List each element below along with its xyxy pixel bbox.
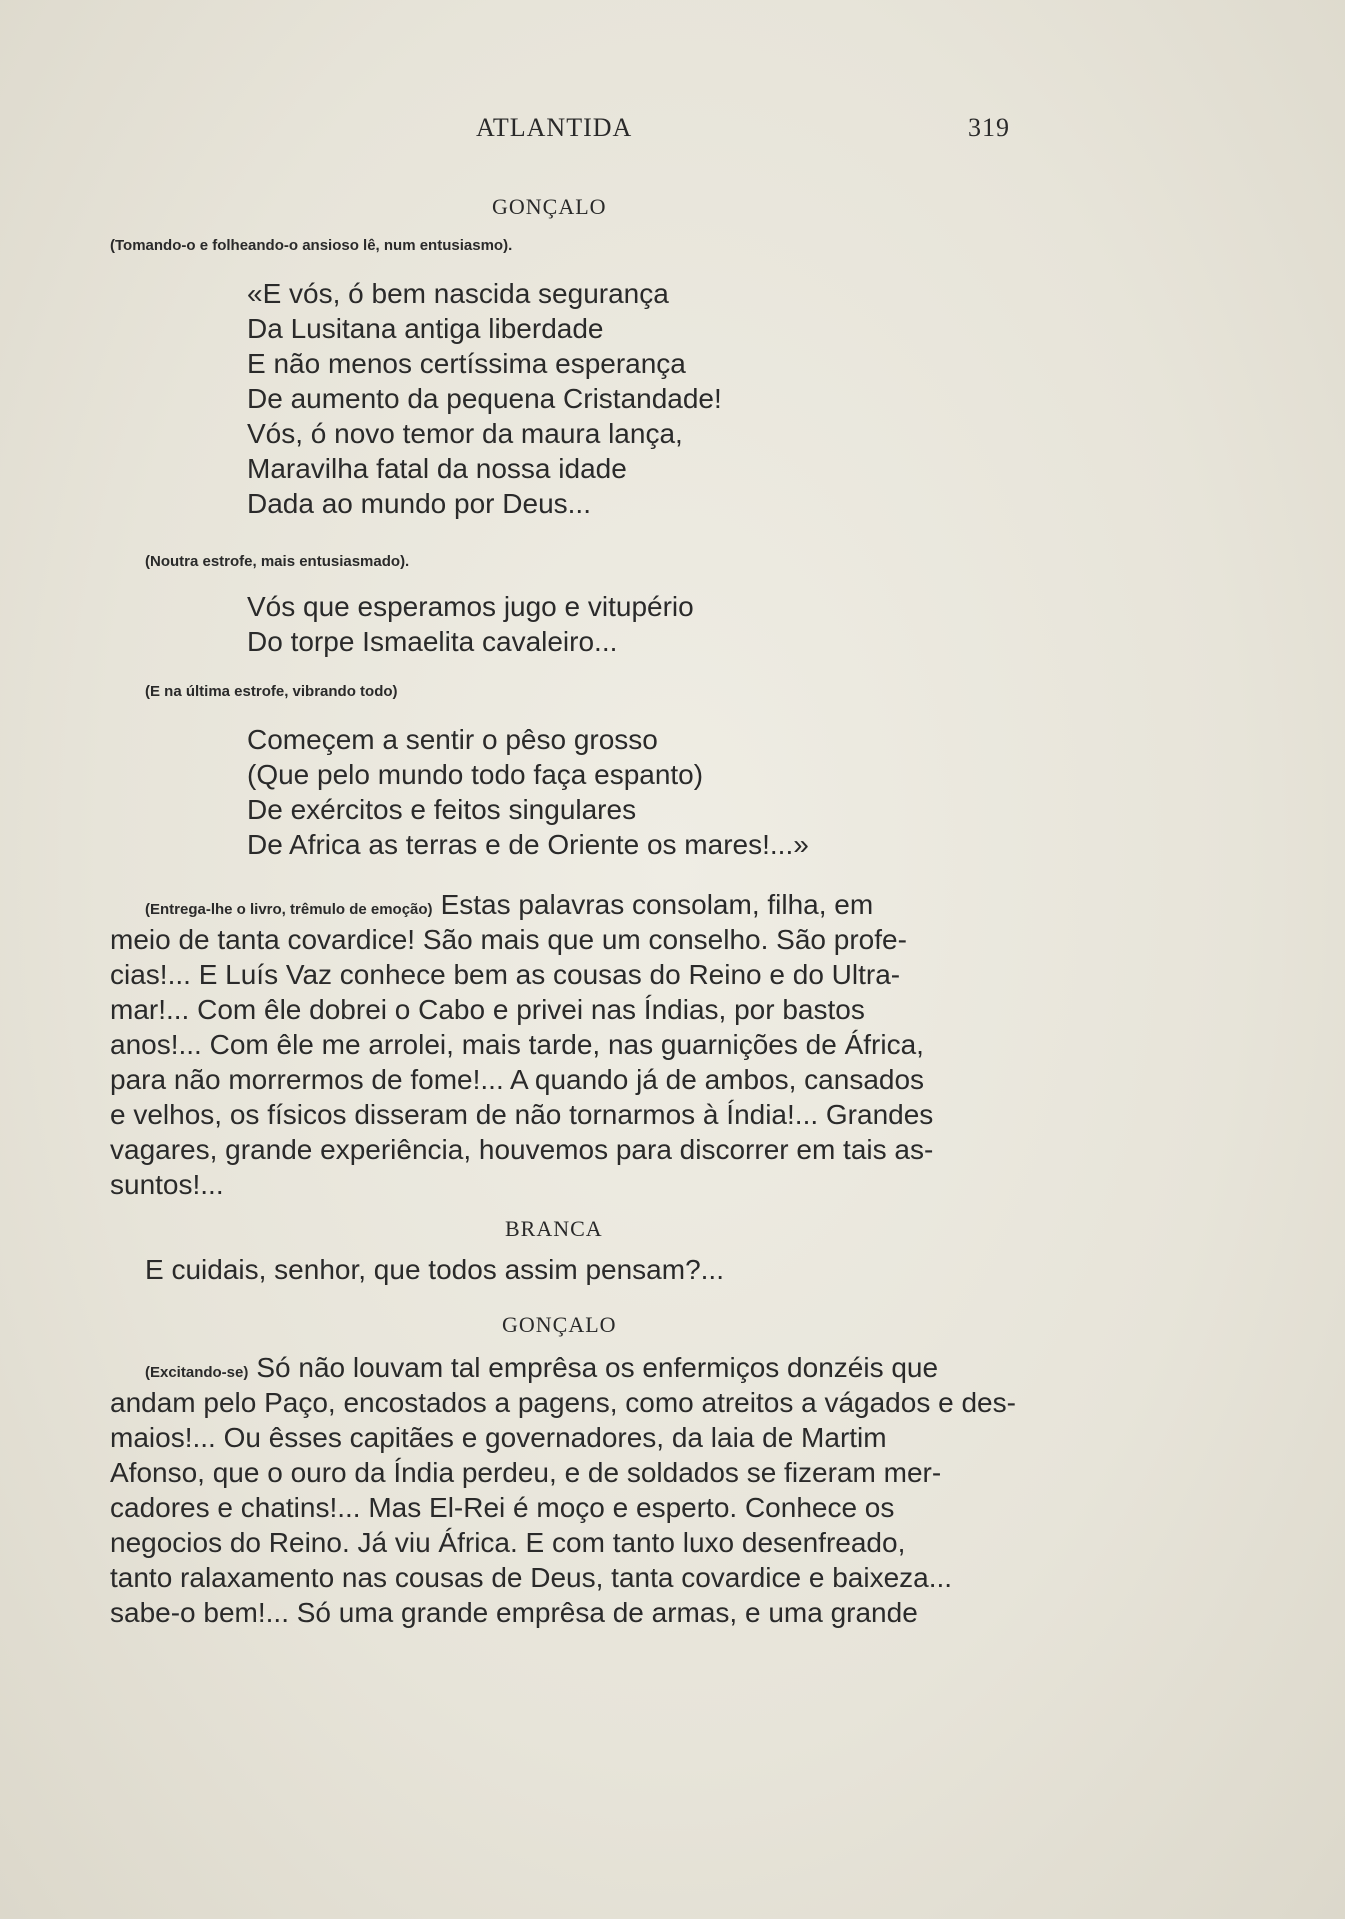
prose-line: cias!... E Luís Vaz conhece bem as cousas do Reino e do Ultra- (110, 959, 901, 990)
verse-line: Vós que esperamos jugo e vitupério (247, 591, 694, 622)
verse-line: De Africa as terras e de Oriente os mares!...» (247, 829, 809, 860)
prose-line: mar!... Com êle dobrei o Cabo e privei nas Índias, por bastos (110, 994, 865, 1025)
verse-line: Vós, ó novo temor da maura lança, (247, 418, 683, 449)
running-header (0, 113, 1345, 153)
prose-line: E cuidais, senhor, que todos assim pensam?... (145, 1254, 724, 1285)
prose-line: Afonso, que o ouro da Índia perdeu, e de soldados se fizeram mer- (110, 1457, 942, 1488)
verse-line: Dada ao mundo por Deus... (247, 488, 591, 519)
speaker-name: GONÇALO (492, 194, 607, 219)
page-number: 319 (968, 113, 1010, 142)
prose-text: Só não louvam tal emprêsa os enfermiços donzéis que (256, 1352, 939, 1383)
verse-line: (Que pelo mundo todo faça espanto) (247, 759, 704, 790)
prose-line: tanto ralaxamento nas cousas de Deus, tanta covardice e baixeza... (110, 1562, 953, 1593)
prose-line: andam pelo Paço, encostados a pagens, como atreitos a vágados e des- (110, 1387, 1016, 1418)
speaker-name: GONÇALO (502, 1312, 617, 1337)
prose-line: negocios do Reino. Já viu África. E com tanto luxo desenfreado, (110, 1527, 906, 1558)
verse-line: Maravilha fatal da nossa idade (247, 453, 627, 484)
verse-line: De aumento da pequena Cristandade! (247, 383, 722, 414)
verse-line: Do torpe Ismaelita cavaleiro... (247, 626, 618, 657)
prose-line (145, 1352, 1023, 1384)
stage-direction: (Entrega-lhe o livro, trêmulo de emoção) (145, 901, 433, 918)
verse-line: De exércitos e feitos singulares (247, 794, 637, 825)
verse-line: E não menos certíssima esperança (247, 348, 686, 379)
stage-direction: (Excitando-se) (145, 1364, 249, 1381)
verse-line: «E vós, ó bem nascida segurança (247, 278, 669, 309)
prose-line: e velhos, os físicos disseram de não tornarmos à Índia!... Grandes (110, 1099, 934, 1130)
stage-direction: (E na última estrofe, vibrando todo) (145, 683, 398, 700)
prose-line: suntos!... (110, 1169, 224, 1200)
prose-text: Estas palavras consolam, filha, em (440, 889, 874, 920)
verse-line: Começem a sentir o pêso grosso (247, 724, 658, 755)
verse-line: Da Lusitana antiga liberdade (247, 313, 604, 344)
prose-line: anos!... Com êle me arrolei, mais tarde, nas guarnições de África, (110, 1029, 924, 1060)
prose-line: maios!... Ou êsses capitães e governadores, da laia de Martim (110, 1422, 887, 1453)
running-title: ATLANTIDA (476, 113, 633, 142)
speaker-name: BRANCA (505, 1216, 603, 1241)
stage-direction: (Noutra estrofe, mais entusiasmado). (145, 553, 410, 570)
prose-line: meio de tanta covardice! São mais que um conselho. São profe- (110, 924, 907, 955)
stage-direction: (Tomando-o e folheando-o ansioso lê, num entusiasmo). (110, 237, 513, 254)
prose-line: vagares, grande experiência, houvemos para discorrer em tais as- (110, 1134, 934, 1165)
prose-line: para não morrermos de fome!... A quando já de ambos, cansados (110, 1064, 925, 1095)
prose-line: cadores e chatins!... Mas El-Rei é moço e esperto. Conhece os (110, 1492, 895, 1523)
prose-line: sabe-o bem!... Só uma grande emprêsa de armas, e uma grande (110, 1597, 918, 1628)
prose-line (145, 889, 1023, 921)
